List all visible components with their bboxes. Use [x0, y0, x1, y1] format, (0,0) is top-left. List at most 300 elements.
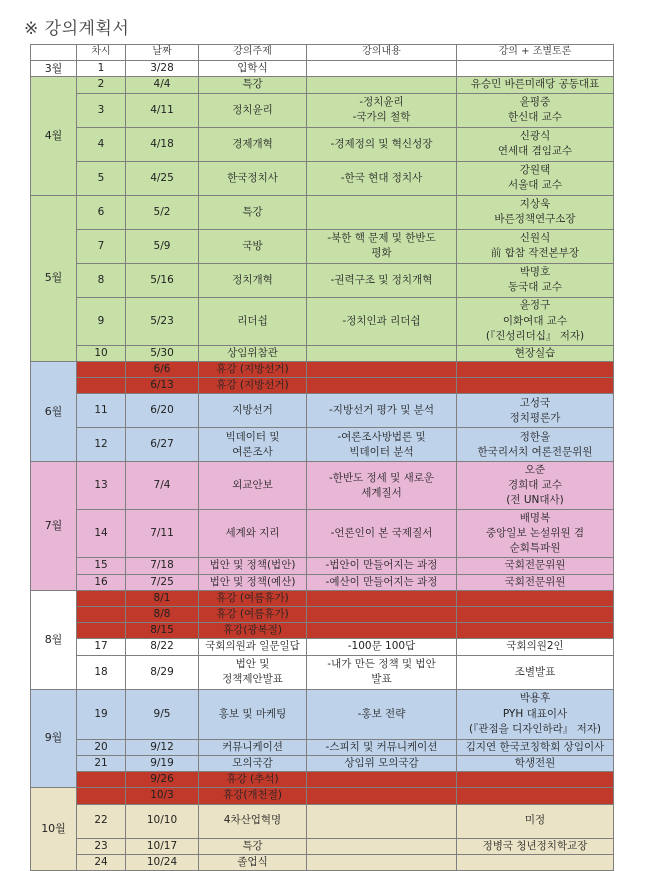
session-topic	[199, 263, 307, 297]
session-lecturer-line: 박명호	[519, 265, 551, 278]
session-lecturer-line: 바른정책연구소장	[494, 213, 576, 226]
session-no	[77, 263, 126, 297]
table-row	[31, 297, 614, 345]
session-lecturer-line: 미정	[524, 814, 546, 827]
session-lecturer	[457, 510, 614, 558]
session-topic-line: 휴강 (추석)	[226, 773, 279, 786]
session-topic-line: 특강	[242, 205, 263, 218]
session-lecturer	[457, 127, 614, 161]
session-no	[77, 655, 126, 689]
session-no-line: 17	[94, 640, 108, 653]
session-date-line: 9/5	[153, 707, 171, 720]
session-topic	[199, 804, 307, 838]
session-no	[77, 590, 126, 606]
session-no-line: 16	[94, 575, 108, 588]
session-lecturer	[457, 739, 614, 755]
header-content: 강의내용	[307, 45, 457, 61]
session-lecturer-line: 국회전문위원	[504, 559, 566, 572]
session-date-line: 6/20	[150, 404, 174, 417]
session-content	[307, 510, 457, 558]
session-date-line: 7/11	[150, 527, 174, 540]
session-content	[307, 639, 457, 655]
session-topic	[199, 838, 307, 854]
session-topic-line: 정책제안발표	[222, 673, 283, 686]
table-row	[31, 655, 614, 689]
session-content	[307, 574, 457, 590]
session-no	[77, 195, 126, 229]
session-lecturer-line: 윤평중	[519, 95, 551, 108]
header-lecturer: 강의 + 조별토론	[457, 45, 614, 61]
session-lecturer-line: 오준	[524, 463, 546, 476]
session-date	[126, 394, 199, 428]
session-topic-line: 세계와 지리	[225, 527, 280, 540]
session-lecturer	[457, 378, 614, 394]
session-topic	[199, 428, 307, 462]
session-date-line: 5/9	[153, 239, 171, 252]
session-topic-line: 휴강 (지방선거)	[216, 362, 289, 375]
session-lecturer	[457, 93, 614, 127]
session-content-line: -북한 핵 문제 및 한반도	[327, 231, 436, 244]
session-no	[77, 838, 126, 854]
session-lecturer	[457, 854, 614, 870]
session-date-line: 10/3	[150, 789, 174, 802]
session-content	[307, 229, 457, 263]
session-content	[307, 788, 457, 804]
session-topic	[199, 689, 307, 739]
session-no	[77, 428, 126, 462]
session-topic-line: 입학식	[237, 61, 268, 74]
table-row	[31, 804, 614, 838]
session-content	[307, 93, 457, 127]
month-label: 6월	[31, 361, 77, 461]
session-date	[126, 428, 199, 462]
session-lecturer	[457, 229, 614, 263]
session-lecturer-line: 현장실습	[514, 346, 556, 359]
session-date	[126, 854, 199, 870]
session-date	[126, 606, 199, 622]
session-no-line: 3	[97, 103, 105, 116]
session-lecturer	[457, 606, 614, 622]
header-month	[31, 45, 77, 61]
session-lecturer-line: 유승민 바른미래당 공동대표	[470, 78, 600, 91]
session-lecturer-line: 정병국 청년정치학교장	[482, 839, 588, 852]
session-no	[77, 623, 126, 639]
session-date-line: 6/27	[150, 438, 174, 451]
session-date	[126, 229, 199, 263]
session-no	[77, 689, 126, 739]
session-content	[307, 623, 457, 639]
session-topic	[199, 854, 307, 870]
session-content-line: -국가의 철학	[352, 111, 411, 124]
session-topic-line: 한국정치사	[227, 171, 278, 184]
table-row	[31, 623, 614, 639]
session-content-line: 상임위 모의국감	[344, 756, 419, 769]
session-date-line: 8/1	[153, 591, 171, 604]
session-lecturer-line: 김지연 한국코칭학회 상임이사	[465, 740, 605, 753]
session-date-line: 10/24	[146, 855, 178, 868]
session-topic-line: 여론조사	[232, 445, 273, 458]
lecture-plan-table	[30, 44, 614, 871]
session-date	[126, 93, 199, 127]
session-topic	[199, 655, 307, 689]
session-topic-line: 모의국감	[232, 756, 273, 769]
session-date-line: 9/12	[150, 740, 174, 753]
session-content	[307, 394, 457, 428]
session-lecturer	[457, 590, 614, 606]
session-date-line: 8/15	[150, 624, 174, 637]
session-topic-line: 홍보 및 마케팅	[218, 707, 287, 720]
session-content-line: -언론인이 본 국제질서	[330, 527, 433, 540]
session-topic	[199, 127, 307, 161]
session-lecturer-line: (전 UN대사)	[506, 494, 564, 507]
session-date-line: 10/17	[146, 839, 178, 852]
session-lecturer-line: 조별발표	[514, 665, 556, 678]
session-lecturer-line: 강원택	[519, 163, 551, 176]
session-date	[126, 739, 199, 755]
session-lecturer	[457, 689, 614, 739]
session-topic	[199, 361, 307, 377]
session-no	[77, 558, 126, 574]
month-label: 3월	[31, 60, 77, 77]
session-lecturer-line: 박용후	[519, 692, 551, 705]
session-date	[126, 297, 199, 345]
session-topic-line: 빅데이터 및	[225, 430, 280, 443]
session-no-line: 10	[94, 346, 108, 359]
session-content	[307, 804, 457, 838]
table-row	[31, 428, 614, 462]
session-no	[77, 804, 126, 838]
session-topic-line: 특강	[242, 78, 263, 91]
session-lecturer-line: 순회특파원	[509, 542, 561, 555]
table-row	[31, 639, 614, 655]
table-row	[31, 229, 614, 263]
session-topic-line: 상임위참관	[227, 346, 278, 359]
session-content-line: -권력구조 및 정치개혁	[330, 273, 433, 286]
session-lecturer-line: 배명복	[519, 511, 551, 524]
session-topic-line: 휴강 (여름휴가)	[216, 591, 289, 604]
session-content-line: -여론조사방법론 및	[337, 430, 426, 443]
session-no	[77, 361, 126, 377]
session-topic-line: 정치개혁	[232, 273, 273, 286]
session-content-line: -100문 100답	[347, 640, 416, 653]
session-no	[77, 788, 126, 804]
session-date	[126, 127, 199, 161]
session-date-line: 6/13	[150, 379, 174, 392]
session-date-line: 7/4	[153, 479, 171, 492]
session-date-line: 8/8	[153, 607, 171, 620]
table-row	[31, 195, 614, 229]
session-topic-line: 법안 및 정책(예산)	[209, 575, 296, 588]
session-no	[77, 60, 126, 77]
table-row	[31, 77, 614, 93]
session-content	[307, 161, 457, 195]
session-lecturer	[457, 574, 614, 590]
session-no-line: 5	[97, 171, 105, 184]
table-row	[31, 345, 614, 361]
session-topic-line: 지방선거	[232, 404, 273, 417]
month-label: 7월	[31, 462, 77, 590]
session-topic-line: 휴강 (여름휴가)	[216, 607, 289, 620]
session-date	[126, 838, 199, 854]
session-topic-line: 리더쉽	[237, 314, 268, 327]
session-lecturer-line: (『관점을 디자인하라』 저자)	[468, 722, 602, 735]
session-topic	[199, 755, 307, 771]
session-lecturer	[457, 77, 614, 93]
table-row	[31, 854, 614, 870]
session-topic	[199, 345, 307, 361]
session-content-line: -법안이 만들어지는 과정	[325, 559, 438, 572]
session-no	[77, 574, 126, 590]
session-topic	[199, 574, 307, 590]
session-topic	[199, 788, 307, 804]
session-lecturer-line: 정한울	[519, 430, 551, 443]
month-label: 5월	[31, 195, 77, 361]
session-lecturer	[457, 804, 614, 838]
table-row	[31, 60, 614, 77]
session-content	[307, 428, 457, 462]
session-date	[126, 655, 199, 689]
session-date	[126, 345, 199, 361]
session-lecturer-line: 前 합참 작전본부장	[490, 247, 580, 260]
session-lecturer	[457, 195, 614, 229]
table-row	[31, 161, 614, 195]
session-no	[77, 394, 126, 428]
session-date-line: 7/18	[150, 559, 174, 572]
table-row	[31, 361, 614, 377]
session-topic	[199, 77, 307, 93]
table-row	[31, 93, 614, 127]
table-row	[31, 127, 614, 161]
session-no	[77, 93, 126, 127]
session-lecturer	[457, 772, 614, 788]
session-topic-line: 특강	[242, 839, 263, 852]
session-topic-line: 경제개혁	[232, 137, 273, 150]
session-content-line: 세계질서	[361, 486, 402, 499]
session-date	[126, 639, 199, 655]
session-topic	[199, 394, 307, 428]
table-row	[31, 263, 614, 297]
session-lecturer-line: 경희대 교수	[507, 479, 563, 492]
session-topic	[199, 623, 307, 639]
session-lecturer	[457, 462, 614, 510]
table-row	[31, 772, 614, 788]
session-lecturer-line: 한국리서치 여론전문위원	[477, 445, 593, 458]
session-content-line: -스피치 및 커뮤니케이션	[325, 740, 438, 753]
session-content-line: -정치윤리	[359, 95, 404, 108]
session-topic-line: 외교안보	[232, 479, 273, 492]
session-lecturer-line: 중앙일보 논설위원 겸	[486, 527, 584, 540]
session-topic	[199, 739, 307, 755]
session-lecturer-line: 국회전문위원	[504, 575, 566, 588]
table-row	[31, 739, 614, 755]
session-topic	[199, 378, 307, 394]
session-date	[126, 788, 199, 804]
session-topic-line: 정치윤리	[232, 103, 273, 116]
session-no-line: 2	[97, 78, 105, 91]
session-no-line: 15	[94, 559, 108, 572]
session-content	[307, 195, 457, 229]
session-date-line: 5/23	[150, 314, 174, 327]
session-topic	[199, 229, 307, 263]
session-content	[307, 755, 457, 771]
session-topic	[199, 93, 307, 127]
session-date-line: 8/22	[150, 640, 174, 653]
header-date: 날짜	[126, 45, 199, 61]
session-lecturer	[457, 297, 614, 345]
session-topic-line: 휴강 (지방선거)	[216, 379, 289, 392]
session-no	[77, 739, 126, 755]
session-lecturer	[457, 345, 614, 361]
session-lecturer-line: 신원식	[519, 231, 551, 244]
session-date	[126, 378, 199, 394]
session-topic	[199, 772, 307, 788]
session-content	[307, 378, 457, 394]
session-no	[77, 854, 126, 870]
session-date-line: 3/28	[150, 61, 174, 74]
session-content	[307, 263, 457, 297]
session-lecturer	[457, 428, 614, 462]
session-no	[77, 606, 126, 622]
session-no-line: 20	[94, 740, 108, 753]
session-content	[307, 77, 457, 93]
month-label: 10월	[31, 788, 77, 871]
session-date-line: 7/25	[150, 575, 174, 588]
session-topic	[199, 161, 307, 195]
session-topic-line: 법안 및 정책(법안)	[209, 559, 296, 572]
session-date	[126, 558, 199, 574]
table-row	[31, 838, 614, 854]
session-topic	[199, 60, 307, 77]
session-lecturer	[457, 263, 614, 297]
session-content-line: -예산이 만들어지는 과정	[325, 575, 438, 588]
session-no	[77, 77, 126, 93]
session-topic	[199, 606, 307, 622]
session-lecturer-line: 고성국	[519, 396, 551, 409]
session-date	[126, 755, 199, 771]
session-date	[126, 195, 199, 229]
session-topic-line: 커뮤니케이션	[222, 740, 283, 753]
session-no-line: 9	[97, 314, 105, 327]
session-date-line: 9/26	[150, 773, 174, 786]
session-lecturer	[457, 788, 614, 804]
session-lecturer-line: 신광식	[519, 129, 551, 142]
session-no	[77, 345, 126, 361]
session-date	[126, 804, 199, 838]
session-no	[77, 127, 126, 161]
table-row	[31, 394, 614, 428]
session-lecturer-line: 학생전원	[514, 756, 556, 769]
session-content	[307, 655, 457, 689]
session-no-line: 14	[94, 527, 108, 540]
session-date-line: 10/10	[146, 814, 178, 827]
session-topic	[199, 462, 307, 510]
session-content	[307, 558, 457, 574]
month-label: 4월	[31, 77, 77, 195]
session-content-line: -지방선거 평가 및 분석	[328, 404, 435, 417]
session-no	[77, 772, 126, 788]
session-no	[77, 755, 126, 771]
session-lecturer-line: 정치평론가	[509, 411, 561, 424]
session-no	[77, 297, 126, 345]
session-no	[77, 462, 126, 510]
session-no-line: 22	[94, 814, 108, 827]
session-lecturer-line: 윤정구	[519, 299, 551, 312]
session-content-line: -경제정의 및 혁신성장	[330, 137, 433, 150]
session-lecturer-line: 서울대 교수	[507, 179, 563, 192]
session-lecturer	[457, 655, 614, 689]
session-lecturer-line: 지상욱	[519, 197, 551, 210]
session-content	[307, 838, 457, 854]
session-lecturer-line: PYH 대표이사	[502, 707, 568, 720]
session-lecturer	[457, 838, 614, 854]
header-session: 차시	[77, 45, 126, 61]
session-content-line: 평화	[371, 247, 392, 260]
session-lecturer	[457, 755, 614, 771]
session-content	[307, 361, 457, 377]
table-row	[31, 510, 614, 558]
session-no	[77, 639, 126, 655]
session-content	[307, 127, 457, 161]
table-row	[31, 755, 614, 771]
session-no-line: 7	[97, 239, 105, 252]
table-body	[31, 60, 614, 870]
session-lecturer-line: 동국대 교수	[507, 281, 563, 294]
session-no-line: 12	[94, 438, 108, 451]
session-no	[77, 510, 126, 558]
session-date	[126, 772, 199, 788]
session-content-line: 발표	[371, 673, 392, 686]
page-title: ※ 강의계획서	[24, 19, 130, 39]
session-topic-line: 국회의원과 일문일답	[205, 640, 300, 653]
session-no-line: 11	[94, 404, 108, 417]
session-date	[126, 689, 199, 739]
session-no	[77, 378, 126, 394]
session-no-line: 21	[94, 756, 108, 769]
session-lecturer	[457, 361, 614, 377]
table-row	[31, 606, 614, 622]
table-row	[31, 689, 614, 739]
session-lecturer	[457, 639, 614, 655]
session-lecturer	[457, 558, 614, 574]
session-no-line: 23	[94, 839, 108, 852]
session-topic	[199, 590, 307, 606]
session-date-line: 5/16	[150, 273, 174, 286]
session-content	[307, 60, 457, 77]
session-topic-line: 졸업식	[237, 855, 268, 868]
table-row	[31, 590, 614, 606]
session-date-line: 4/25	[150, 171, 174, 184]
session-date	[126, 361, 199, 377]
session-lecturer-line: 한신대 교수	[507, 111, 563, 124]
header-topic: 강의주제	[199, 45, 307, 61]
session-date-line: 9/19	[150, 756, 174, 769]
session-lecturer-line: 국회의원2인	[506, 640, 564, 653]
session-topic-line: 휴강(광복절)	[223, 624, 282, 637]
session-content	[307, 689, 457, 739]
session-date	[126, 161, 199, 195]
session-topic-line: 국방	[242, 239, 263, 252]
session-content-line: -정치인과 리더쉽	[342, 314, 421, 327]
session-content	[307, 739, 457, 755]
table-row	[31, 788, 614, 804]
month-label: 8월	[31, 590, 77, 689]
session-content	[307, 590, 457, 606]
session-content	[307, 297, 457, 345]
session-content	[307, 772, 457, 788]
table-header-row	[31, 45, 614, 61]
session-no-line: 19	[94, 707, 108, 720]
session-date-line: 4/4	[153, 78, 171, 91]
